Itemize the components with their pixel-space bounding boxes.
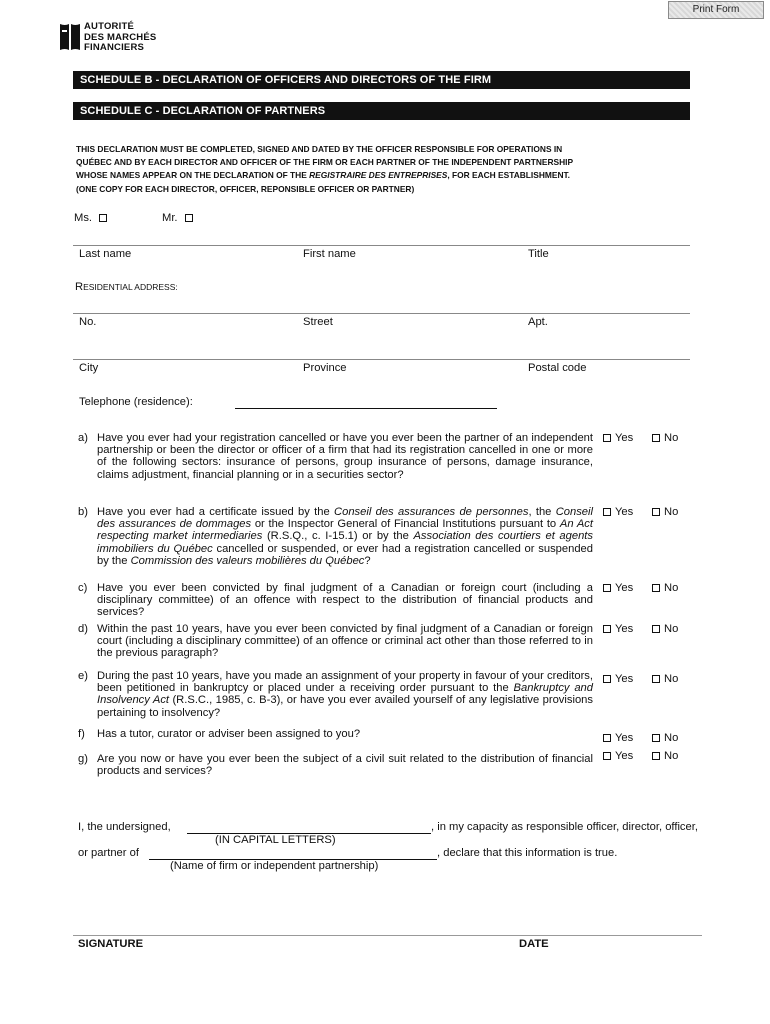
instructions: THIS DECLARATION MUST BE COMPLETED, SIGNED AND DATED BY THE OFFICER RESPONSIBLE FOR OPERATIONS IN QUÉBEC AND BY EACH DIRECTOR AND OFFICER OF THE FIRM OR EACH PARTNER OF THE INDEPENDENT PARTNERSHIP WHOSE NAMES APPEAR ON THE DECLARATION OF THE REGISTRAIRE DES ENTREPRISES, FOR EACH ESTABLISHMENT. (ONE COPY FOR EACH DIRECTOR, OFFICER, REPONSIBLE OFFICER OR PARTNER) xyxy=(76,144,574,194)
province-label: Province xyxy=(303,362,347,374)
street-label: Street xyxy=(303,316,333,328)
question-f-no[interactable]: No xyxy=(652,732,678,745)
question-d-no[interactable]: No xyxy=(652,623,678,636)
question-d: d) Within the past 10 years, have you ever been convicted by final judgment of a Canadian or foreign court (including a disciplinary committee) of an offence or criminal act other than those referred to in the previous paragraph? xyxy=(78,623,593,660)
undersigned-label: I, the undersigned, xyxy=(78,821,171,833)
city-label: City xyxy=(79,362,99,374)
checkbox-icon[interactable] xyxy=(603,434,611,442)
amf-shield-icon xyxy=(60,22,80,52)
checkbox-icon[interactable] xyxy=(603,675,611,683)
question-d-yes[interactable]: Yes xyxy=(603,623,633,636)
question-g-no[interactable]: No xyxy=(652,750,678,763)
checkbox-icon[interactable] xyxy=(603,752,611,760)
address-row-line xyxy=(73,313,690,314)
print-form-button[interactable]: Print Form xyxy=(668,1,764,19)
name-fields[interactable] xyxy=(77,256,690,278)
checkbox-icon[interactable] xyxy=(603,625,611,633)
question-g: g) Are you now or have you ever been the subject of a civil suit related to the distribution of financial products and services? xyxy=(78,753,593,778)
question-c-yes[interactable]: Yes xyxy=(603,582,633,595)
signature-line xyxy=(73,935,702,936)
address-fields[interactable] xyxy=(77,330,690,358)
question-c-no[interactable]: No xyxy=(652,582,678,595)
checkbox-icon[interactable] xyxy=(652,675,660,683)
first-name-label: First name xyxy=(303,248,356,260)
question-b-yes[interactable]: Yes xyxy=(603,506,633,519)
checkbox-icon[interactable] xyxy=(603,508,611,516)
logo-text: AUTORITÉ DES MARCHÉS FINANCIERS xyxy=(84,21,157,53)
schedule-b-heading: SCHEDULE B - DECLARATION OF OFFICERS AND DIRECTORS OF THE FIRM xyxy=(73,71,690,89)
question-f-yes[interactable]: Yes xyxy=(603,732,633,745)
name-row-line xyxy=(73,245,690,246)
amf-logo xyxy=(60,22,180,56)
last-name-label: Last name xyxy=(79,248,132,260)
checkbox-icon[interactable] xyxy=(603,734,611,742)
street-no-label: No. xyxy=(79,316,97,328)
firm-name-note: (Name of firm or independent partnership) xyxy=(170,860,379,872)
checkbox-icon[interactable] xyxy=(652,752,660,760)
checkbox-icon[interactable] xyxy=(603,584,611,592)
capacity-text: , in my capacity as responsible officer, director, officer, xyxy=(431,821,698,833)
question-a-yes[interactable]: Yes xyxy=(603,432,633,445)
partner-of-label: or partner of xyxy=(78,847,139,859)
question-c: c) Have you ever been convicted by final judgment of a Canadian or foreign court (including a disciplinary committee) of an offence with respect to the distribution of financial products and services? xyxy=(78,582,593,619)
question-e-yes[interactable]: Yes xyxy=(603,673,633,686)
checkbox-icon[interactable] xyxy=(652,584,660,592)
checkbox-icon[interactable] xyxy=(652,508,660,516)
signature-area[interactable] xyxy=(73,905,702,935)
checkbox-icon[interactable] xyxy=(652,625,660,633)
ms-option[interactable]: Ms. xyxy=(74,212,111,225)
postal-code-label: Postal code xyxy=(528,362,587,374)
checkbox-icon[interactable] xyxy=(652,734,660,742)
residential-address-label: RESIDENTIAL ADDRESS: xyxy=(75,281,178,293)
schedule-c-heading: SCHEDULE C - DECLARATION OF PARTNERS xyxy=(73,102,690,120)
question-e: e) During the past 10 years, have you made an assignment of your property in favour of your creditors, been petitioned in bankruptcy or placed under a receiving order pursuant to the Bankruptcy and Insolvency Act (R.S.C., 1985, c. B-3), or have you ever availed yourself of any legislative provisions pertaining to insolvency? xyxy=(78,670,594,719)
question-b: b) Have you ever had a certificate issued by the Conseil des assurances de personnes, the Conseil des assurances de dommages or the Inspector General of Financial Institutions pursuant to An Act respecting market intermediaries (R.S.Q., c. I-15.1) or by the Association des courtiers et agents immobiliers du Québec cancelled or suspended, or ever had a registration cancelled or suspended by the Commission des valeurs mobilières du Québec? xyxy=(78,506,594,567)
apt-label: Apt. xyxy=(528,316,548,328)
question-f: f) Has a tutor, curator or adviser been assigned to you? xyxy=(78,728,361,740)
checkbox-icon[interactable] xyxy=(652,434,660,442)
mr-option[interactable]: Mr. xyxy=(162,212,197,225)
question-g-yes[interactable]: Yes xyxy=(603,750,633,763)
ms-checkbox[interactable] xyxy=(99,214,107,222)
telephone-label: Telephone (residence): xyxy=(79,396,193,408)
question-e-no[interactable]: No xyxy=(652,673,678,686)
declare-text: , declare that this information is true. xyxy=(437,847,618,859)
capital-letters-note: (IN CAPITAL LETTERS) xyxy=(215,834,336,846)
date-label: DATE xyxy=(519,938,549,950)
title-label: Title xyxy=(528,248,549,260)
signature-label: SIGNATURE xyxy=(78,938,144,950)
question-a: a) Have you ever had your registration cancelled or have you ever been the partner of an independent partnership or been the director or officer of a firm that had its registration cancelled in one or more of the following sectors: insurance of persons, group insurance of persons, damage insurance, claims adjustment, financial planning or in a securities sector? xyxy=(78,432,593,481)
question-b-no[interactable]: No xyxy=(652,506,678,519)
question-a-no[interactable]: No xyxy=(652,432,678,445)
city-row-line xyxy=(73,359,690,360)
mr-checkbox[interactable] xyxy=(185,214,193,222)
telephone-field[interactable] xyxy=(235,408,497,409)
